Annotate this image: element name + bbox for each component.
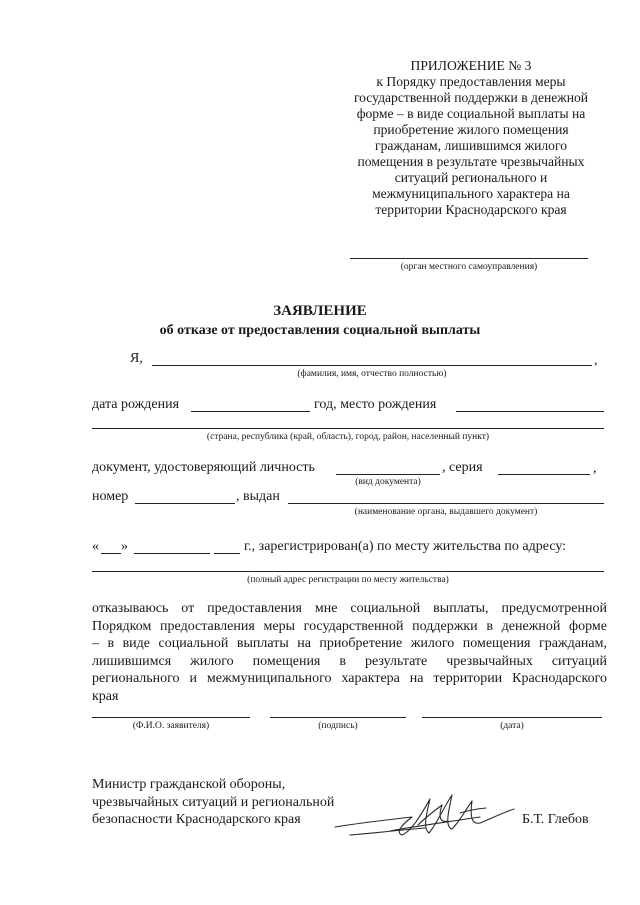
issuer-caption: (наименование органа, выдавшего документ) — [354, 507, 538, 517]
number-field[interactable] — [135, 503, 235, 504]
statement-line: Порядком предоставления меры государственной поддержки в денежной форме — [92, 618, 607, 634]
statement-line: края — [92, 688, 119, 704]
month-field[interactable] — [134, 553, 210, 554]
birth-place-field[interactable] — [456, 411, 604, 412]
number-label: номер — [92, 489, 129, 504]
appendix-line: форме – в виде социальной выплаты на — [356, 106, 586, 121]
year-field[interactable] — [214, 553, 240, 554]
document-label: документ, удостоверяющий личность — [92, 460, 315, 475]
minister-title-line: чрезвычайных ситуаций и региональной — [92, 794, 335, 810]
close-quote: » — [121, 539, 128, 554]
authority-field[interactable] — [350, 258, 588, 259]
handwritten-signature — [330, 783, 520, 853]
appendix-header — [336, 58, 606, 218]
minister-name: Б.Т. Глебов — [522, 812, 589, 827]
comma: , — [593, 461, 597, 476]
minister-title-line: Министр гражданской обороны, — [92, 777, 286, 792]
document-title: ЗАЯВЛЕНИЕ — [273, 303, 367, 319]
appendix-line: межмуниципального характера на — [372, 186, 570, 201]
registration-label: г., зарегистрирован(а) по месту жительства по адресу: — [244, 539, 567, 554]
appendix-line: гражданам, лишившимся жилого — [375, 138, 567, 153]
appendix-line: территории Краснодарского края — [375, 202, 567, 217]
doc-type-caption: (вид документа) — [355, 477, 421, 487]
appendix-line: приобретение жилого помещения — [373, 122, 569, 137]
statement-line: лишившимся жилого помещения в результате чрезвычайных ситуаций — [92, 653, 607, 669]
minister-title-line: безопасности Краснодарского края — [92, 812, 301, 827]
day-field[interactable] — [101, 553, 121, 554]
appendix-line: ситуаций регионального и — [394, 170, 548, 185]
applicant-name-field[interactable] — [92, 717, 250, 718]
i-label: Я, — [130, 351, 143, 366]
address-field[interactable] — [92, 571, 604, 572]
document-type-field[interactable] — [336, 474, 440, 475]
birth-date-field[interactable] — [191, 411, 310, 412]
name-caption: (фамилия, имя, отчество полностью) — [297, 369, 447, 379]
birth-place-continued-field[interactable] — [92, 428, 604, 429]
place-caption: (страна, республика (край, область), город, район, населенный пункт) — [206, 432, 490, 442]
statement-line: отказываюсь от предоставления мне социальной выплаты, предусмотренной — [92, 601, 607, 616]
date-field[interactable] — [422, 717, 602, 718]
issuer-field[interactable] — [288, 503, 604, 504]
appendix-line: государственной поддержки в денежной — [353, 90, 589, 105]
series-label: , серия — [442, 460, 483, 475]
issued-label: , выдан — [236, 489, 280, 504]
address-caption: (полный адрес регистрации по месту жительства) — [247, 575, 449, 585]
statement-line: – в виде социальной выплаты на приобретение жилого помещения гражданам, — [92, 636, 607, 652]
document-subtitle: об отказе от предоставления социальной выплаты — [159, 323, 481, 338]
date-caption: (дата) — [500, 721, 524, 731]
signature-caption: (подпись) — [318, 721, 358, 731]
authority-caption: (орган местного самоуправления) — [400, 262, 538, 272]
appendix-line: помещения в результате чрезвычайных — [357, 154, 585, 169]
birth-place-label: год, место рождения — [314, 397, 437, 412]
birth-date-label: дата рождения — [92, 397, 180, 412]
appendix-line: к Порядку предоставления меры — [376, 74, 566, 89]
comma: , — [594, 353, 598, 368]
series-field[interactable] — [498, 474, 590, 475]
signature-field[interactable] — [270, 717, 406, 718]
minister-title — [92, 776, 334, 829]
statement-line: регионального и межмуниципального характера на территории Краснодарского — [92, 671, 607, 687]
statement-paragraph — [92, 600, 607, 706]
open-quote: « — [92, 539, 99, 554]
appendix-line: ПРИЛОЖЕНИЕ № 3 — [410, 58, 532, 73]
full-name-field[interactable] — [152, 365, 592, 366]
fio-caption: (Ф.И.О. заявителя) — [132, 721, 210, 731]
